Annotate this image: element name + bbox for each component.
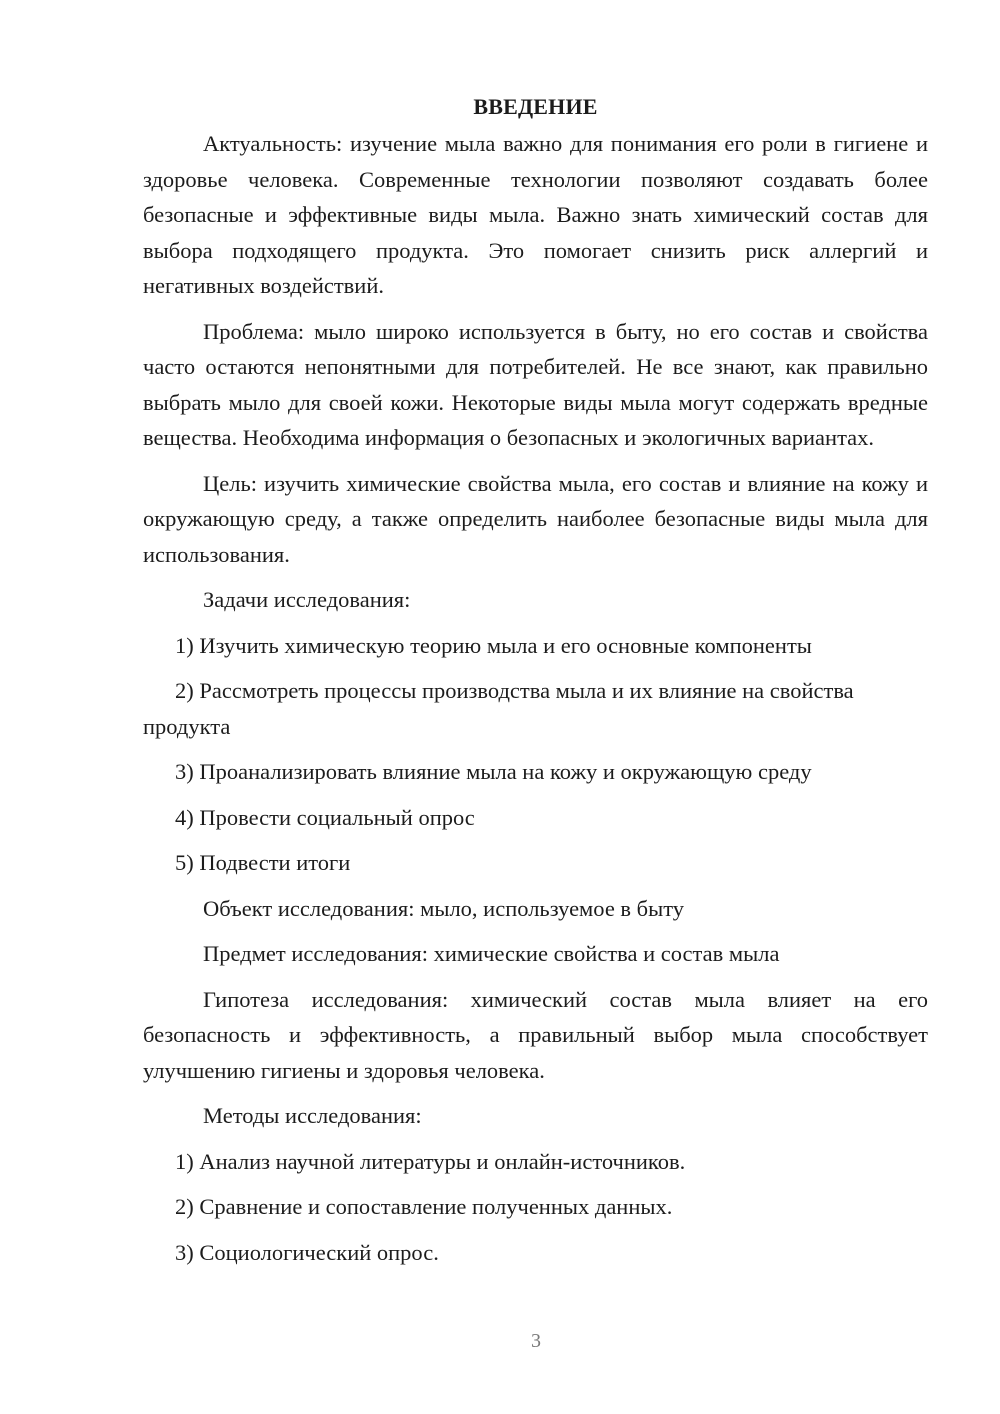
page-number: 3 [531,1330,541,1352]
method-item: 3) Социологический опрос. [175,1239,439,1265]
task-item: 5) Подвести итоги [175,850,351,875]
page-title: ВВЕДЕНИЕ [473,94,598,119]
relevance-paragraph: Актуальность: изучение мыла важно для понимания его роли в гигиене и здоровье человека. Современные технологии позволяют создавать более безопасные и эффективные виды мыла. Важно знать химический состав для выбора подходящего продукта. Это помогает снизить риск аллергий и негативных воздействий. [143,131,928,298]
method-item: 2) Сравнение и сопоставление полученных данных. [175,1194,673,1219]
methods-title: Методы исследования: [203,1103,422,1128]
task-item: 4) Провести социальный опрос [175,804,475,830]
method-item: 1) Анализ научной литературы и онлайн-источников. [175,1148,686,1174]
task-item: 2) Рассмотреть процессы производства мыла и их влияние на свойства продукта [143,678,854,739]
research-object: Объект исследования: мыло, используемое в быту [203,895,685,921]
task-item: 1) Изучить химическую теорию мыла и его основные компоненты [175,632,812,658]
task-item: 3) Проанализировать влияние мыла на кожу и окружающую среду [175,759,812,784]
goal-paragraph: Цель: изучить химические свойства мыла, его состав и влияние на кожу и окружающую среду, а также определить наиболее безопасные виды мыла для использования. [143,470,928,567]
problem-paragraph: Проблема: мыло широко используется в быту, но его состав и свойства часто остаются непонятными для потребителей. Не все знают, как правильно выбрать мыло для своей кожи. Некоторые виды мыла могут содержать вредные вещества. Необходима информация о безопасных и экологичных вариантах. [143,318,928,450]
research-subject: Предмет исследования: химические свойства и состав мыла [203,941,780,966]
tasks-title: Задачи исследования: [203,587,411,612]
hypothesis-paragraph: Гипотеза исследования: химический состав мыла влияет на его безопасность и эффективность, а правильный выбор мыла способствует улучшению гигиены и здоровья человека. [143,986,928,1083]
document-page [143,90,928,1280]
